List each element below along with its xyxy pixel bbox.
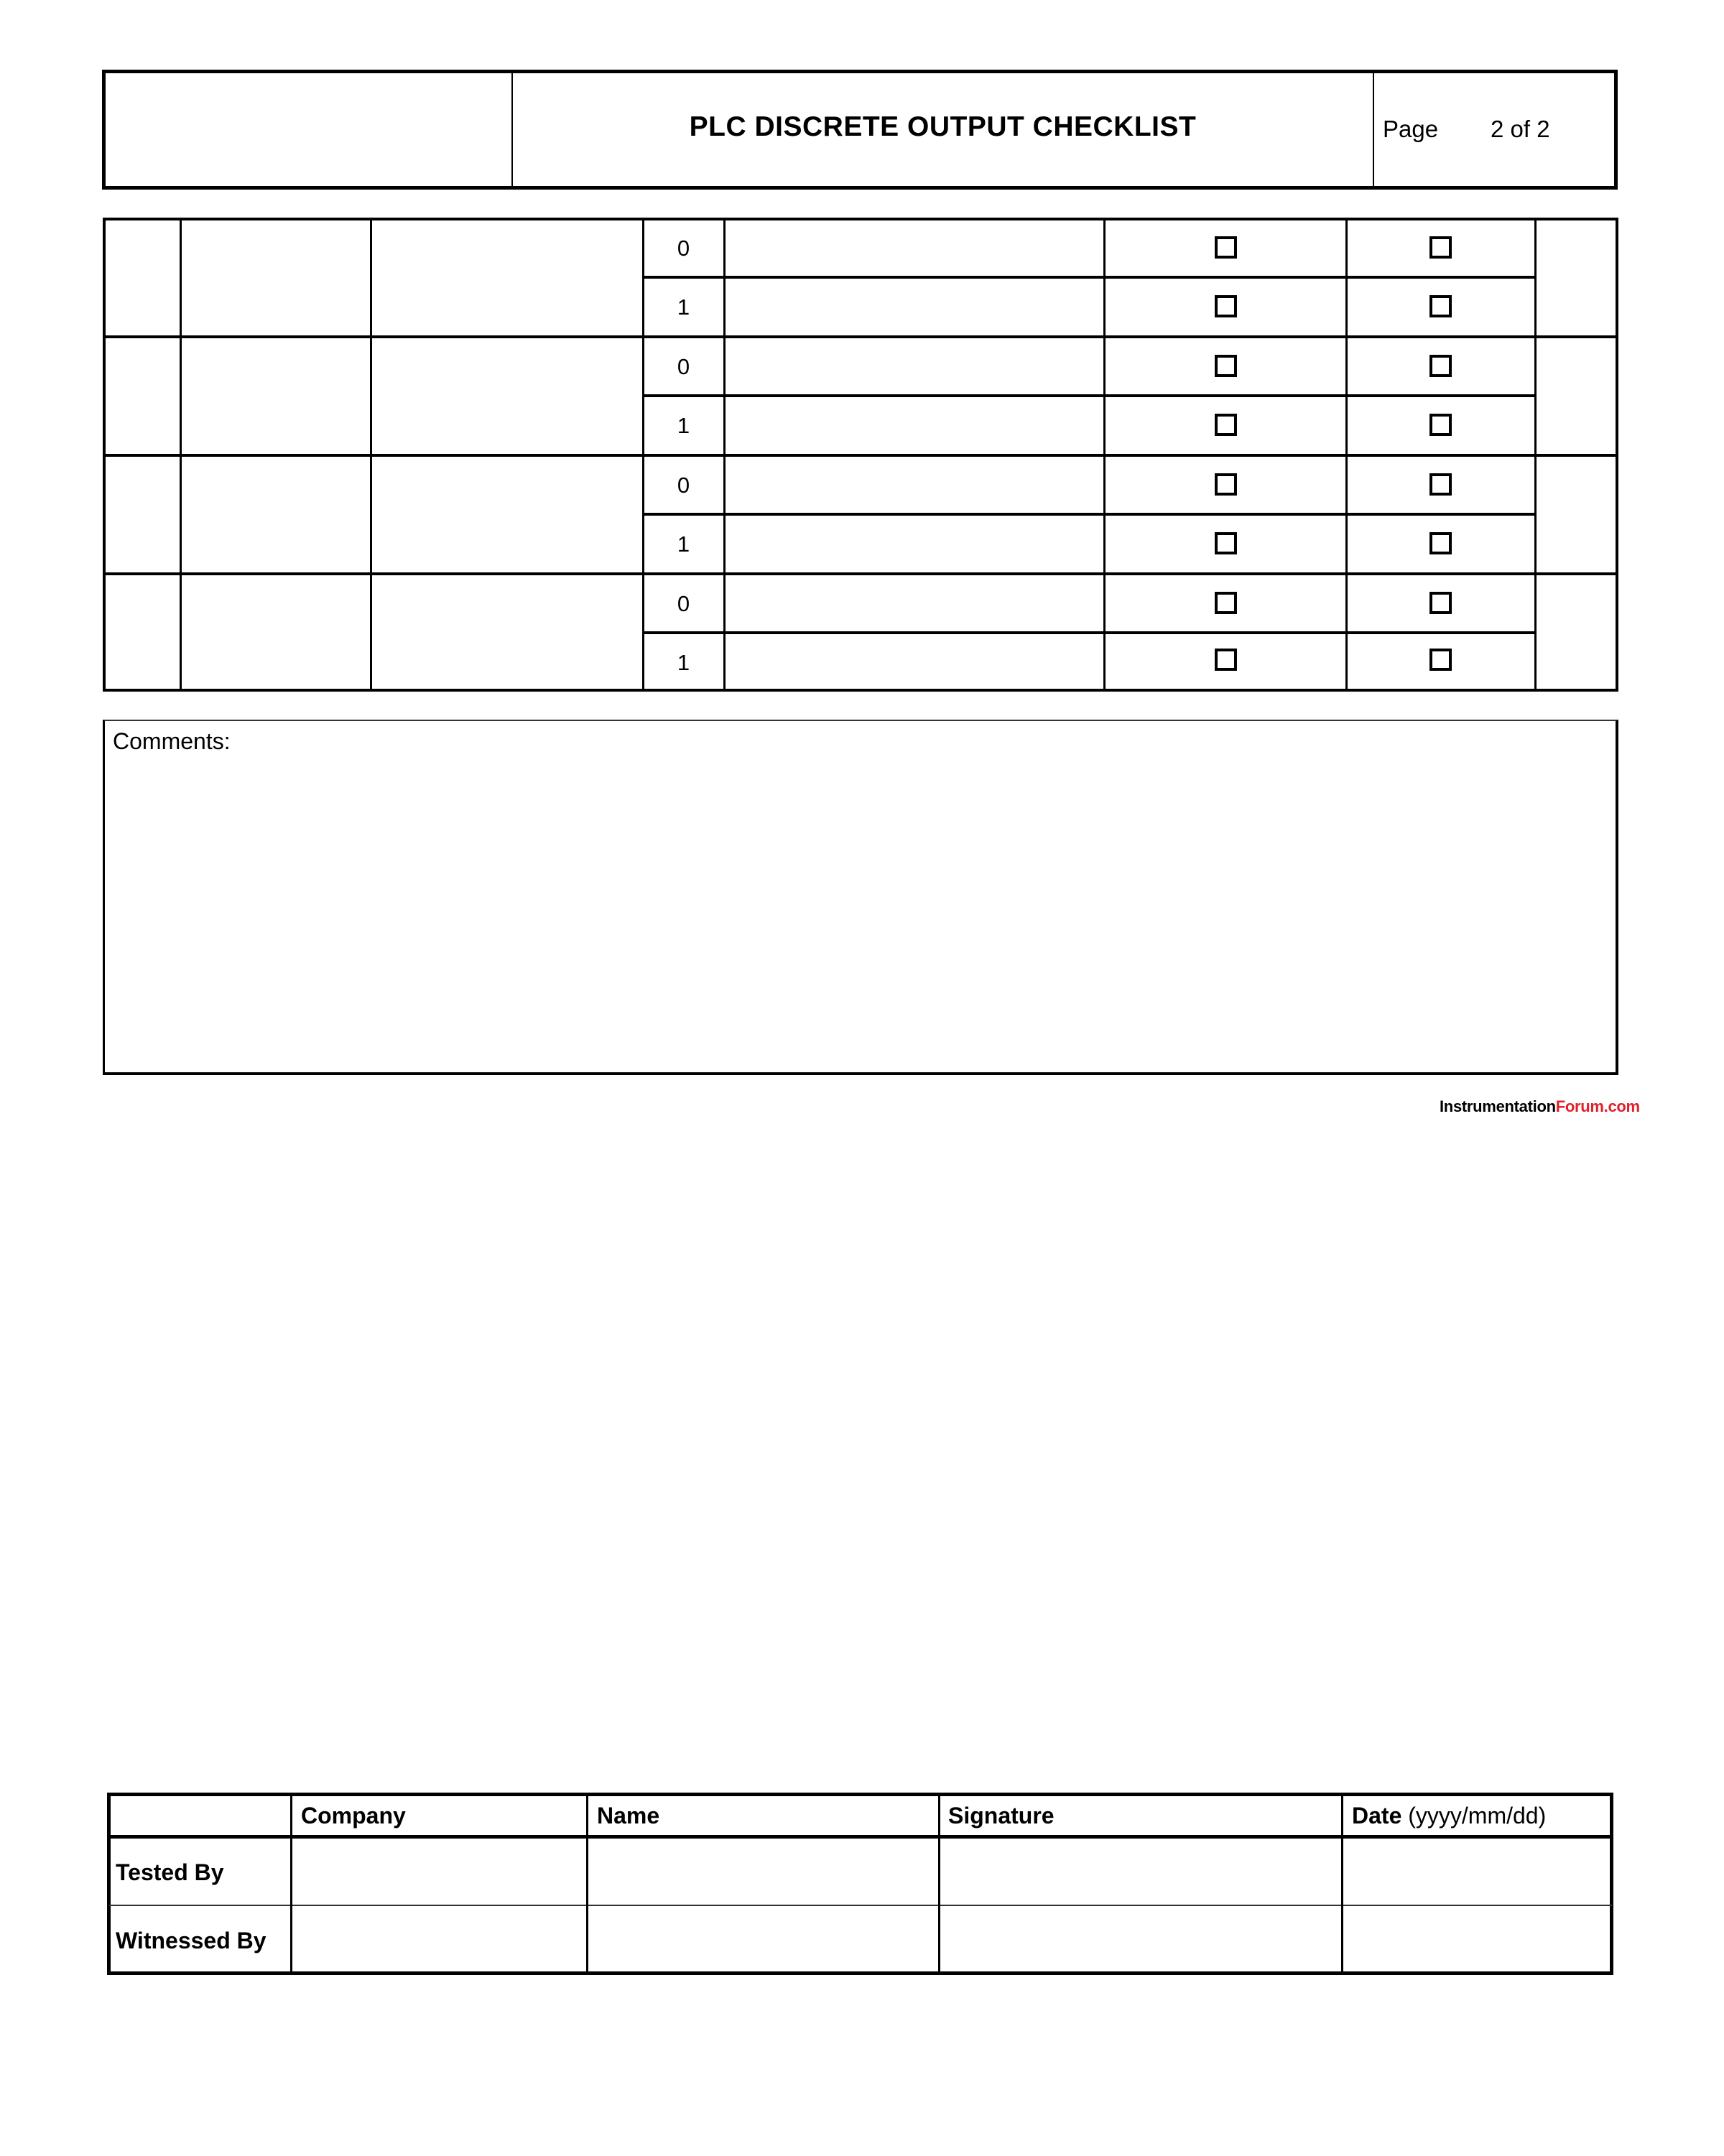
group-line xyxy=(104,454,1616,457)
checkbox-icon[interactable] xyxy=(1215,649,1237,671)
group-line xyxy=(104,572,1616,575)
checkbox-icon[interactable] xyxy=(1215,414,1237,436)
column-header-signature: Signature xyxy=(948,1803,1055,1829)
logo-cell xyxy=(106,73,510,186)
date-format-hint: (yyyy/mm/dd) xyxy=(1408,1803,1547,1829)
row-line xyxy=(644,631,1536,634)
signoff-row-line xyxy=(109,1905,1612,1906)
header-divider xyxy=(1373,72,1374,188)
tested-by-company-field[interactable] xyxy=(293,1839,585,1904)
column-header-company: Company xyxy=(301,1803,406,1829)
bit-value: 1 xyxy=(677,413,690,438)
checkbox-icon[interactable] xyxy=(1429,592,1452,614)
bit-value: 0 xyxy=(677,354,690,379)
page-title: PLC DISCRETE OUTPUT CHECKLIST xyxy=(689,111,1197,142)
comments-label: Comments: xyxy=(113,728,231,754)
checkbox-icon[interactable] xyxy=(1429,355,1452,377)
checkbox-icon[interactable] xyxy=(1215,532,1237,554)
row-label-tested-by: Tested By xyxy=(116,1859,224,1885)
tested-by-date-field[interactable] xyxy=(1344,1839,1610,1904)
tested-by-name-field[interactable] xyxy=(589,1839,937,1904)
checkbox-icon[interactable] xyxy=(1429,532,1452,554)
signoff-column-line xyxy=(290,1795,292,1973)
page-number: 2 of 2 xyxy=(1491,116,1550,142)
bit-value: 0 xyxy=(677,473,690,498)
signoff-column-line xyxy=(586,1795,588,1973)
row-line xyxy=(644,276,1536,279)
witnessed-by-signature-field[interactable] xyxy=(941,1907,1340,1971)
page-label: Page xyxy=(1383,116,1439,142)
date-label: Date xyxy=(1352,1803,1402,1829)
bit-value: 0 xyxy=(677,236,690,261)
checkbox-icon[interactable] xyxy=(1429,649,1452,671)
checkbox-icon[interactable] xyxy=(1429,295,1452,317)
watermark-accent-text: Forum.com xyxy=(1555,1097,1640,1115)
watermark-text: Instrumentation xyxy=(1440,1097,1556,1115)
bit-value: 1 xyxy=(677,650,690,675)
signoff-column-line xyxy=(938,1795,940,1973)
checkbox-icon[interactable] xyxy=(1215,236,1237,259)
witnessed-by-date-field[interactable] xyxy=(1344,1907,1610,1971)
signoff-column-line xyxy=(1341,1795,1343,1973)
row-line xyxy=(644,394,1536,397)
column-header-date xyxy=(1352,1803,1546,1829)
checkbox-icon[interactable] xyxy=(1215,473,1237,496)
row-line xyxy=(644,513,1536,516)
column-header-name: Name xyxy=(597,1803,660,1829)
group-line xyxy=(104,335,1616,338)
checkbox-icon[interactable] xyxy=(1215,355,1237,377)
row-label-witnessed-by: Witnessed By xyxy=(116,1928,267,1953)
checkbox-icon[interactable] xyxy=(1429,473,1452,496)
tested-by-signature-field[interactable] xyxy=(941,1839,1340,1904)
bit-value: 0 xyxy=(677,591,690,616)
checkbox-icon[interactable] xyxy=(1215,295,1237,317)
witnessed-by-name-field[interactable] xyxy=(589,1907,937,1971)
checkbox-icon[interactable] xyxy=(1215,592,1237,614)
watermark xyxy=(1440,1097,1640,1116)
checkbox-icon[interactable] xyxy=(1429,236,1452,259)
witnessed-by-company-field[interactable] xyxy=(293,1907,585,1971)
comments-field[interactable] xyxy=(113,761,1607,1063)
checkbox-icon[interactable] xyxy=(1429,414,1452,436)
bit-value: 1 xyxy=(677,294,690,320)
bit-value: 1 xyxy=(677,531,690,557)
